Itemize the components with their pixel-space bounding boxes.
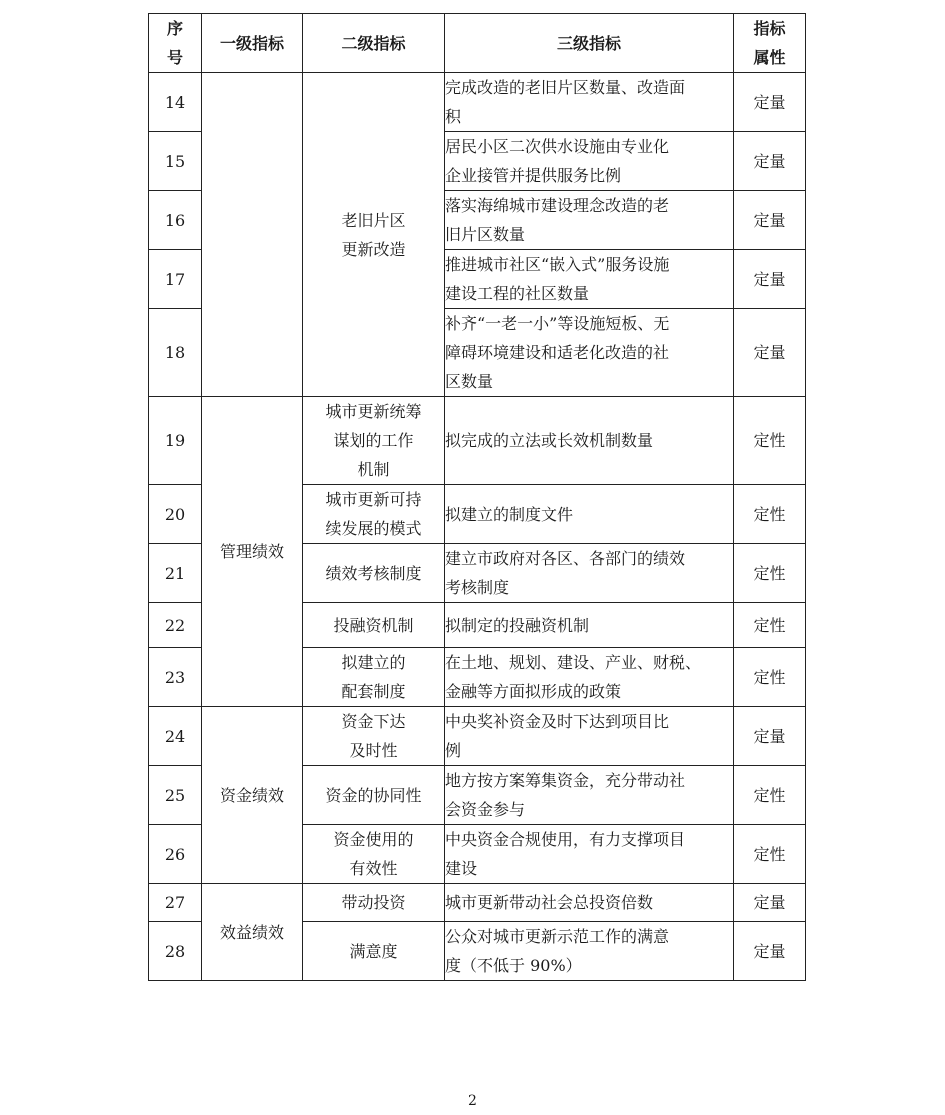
- table-row: [149, 73, 806, 132]
- level3-cell: 补齐“一老一小”等设施短板、无 障碍环境建设和适老化改造的社 区数量: [445, 309, 734, 397]
- level3-cell: 拟建立的制度文件: [445, 485, 734, 544]
- attr-cell: 定性: [734, 485, 806, 544]
- level3-cell: 拟完成的立法或长效机制数量: [445, 397, 734, 485]
- attr-cell: 定性: [734, 766, 806, 825]
- table-row: [149, 707, 806, 766]
- attr-cell: 定量: [734, 250, 806, 309]
- level3-cell: 中央奖补资金及时下达到项目比 例: [445, 707, 734, 766]
- header-level2: 二级指标: [303, 14, 445, 73]
- level3-cell: 公众对城市更新示范工作的满意 度（不低于 90%）: [445, 922, 734, 981]
- page-number: 2: [468, 1093, 477, 1109]
- seq-cell: 23: [149, 648, 202, 707]
- seq-cell: 27: [149, 884, 202, 922]
- level1-cell: 管理绩效: [202, 397, 303, 707]
- level1-cell: 资金绩效: [202, 707, 303, 884]
- level1-cell: 效益绩效: [202, 884, 303, 981]
- indicator-table: [148, 13, 806, 981]
- level1-cell-empty: [202, 73, 303, 397]
- seq-cell: 16: [149, 191, 202, 250]
- attr-cell: 定量: [734, 73, 806, 132]
- attr-cell: 定量: [734, 884, 806, 922]
- level2-cell: 带动投资: [303, 884, 445, 922]
- header-row: [149, 14, 806, 73]
- level2-cell: 满意度: [303, 922, 445, 981]
- seq-cell: 14: [149, 73, 202, 132]
- level3-cell: 拟制定的投融资机制: [445, 603, 734, 648]
- header-level3: 三级指标: [445, 14, 734, 73]
- seq-cell: 24: [149, 707, 202, 766]
- attr-cell: 定量: [734, 309, 806, 397]
- attr-cell: 定性: [734, 825, 806, 884]
- level2-cell: 绩效考核制度: [303, 544, 445, 603]
- seq-cell: 25: [149, 766, 202, 825]
- seq-cell: 28: [149, 922, 202, 981]
- level2-cell: 老旧片区 更新改造: [303, 73, 445, 397]
- level2-cell: 资金下达 及时性: [303, 707, 445, 766]
- seq-cell: 21: [149, 544, 202, 603]
- header-level1: 一级指标: [202, 14, 303, 73]
- level3-cell: 在土地、规划、建设、产业、财税、 金融等方面拟形成的政策: [445, 648, 734, 707]
- level2-cell: 城市更新统筹 谋划的工作 机制: [303, 397, 445, 485]
- table-row: [149, 884, 806, 922]
- seq-cell: 15: [149, 132, 202, 191]
- level2-cell: 资金的协同性: [303, 766, 445, 825]
- level3-cell: 落实海绵城市建设理念改造的老 旧片区数量: [445, 191, 734, 250]
- seq-cell: 18: [149, 309, 202, 397]
- seq-cell: 26: [149, 825, 202, 884]
- attr-cell: 定量: [734, 922, 806, 981]
- header-seq: 序 号: [149, 14, 202, 73]
- table-row: [149, 397, 806, 485]
- level3-cell: 城市更新带动社会总投资倍数: [445, 884, 734, 922]
- level3-cell: 建立市政府对各区、各部门的绩效 考核制度: [445, 544, 734, 603]
- seq-cell: 20: [149, 485, 202, 544]
- seq-cell: 22: [149, 603, 202, 648]
- level3-cell: 完成改造的老旧片区数量、改造面 积: [445, 73, 734, 132]
- attr-cell: 定性: [734, 397, 806, 485]
- level2-cell: 拟建立的 配套制度: [303, 648, 445, 707]
- level3-cell: 中央资金合规使用，有力支撑项目 建设: [445, 825, 734, 884]
- level3-cell: 居民小区二次供水设施由专业化 企业接管并提供服务比例: [445, 132, 734, 191]
- header-attr: 指标 属性: [734, 14, 806, 73]
- level3-cell: 推进城市社区“嵌入式”服务设施 建设工程的社区数量: [445, 250, 734, 309]
- seq-cell: 17: [149, 250, 202, 309]
- seq-cell: 19: [149, 397, 202, 485]
- attr-cell: 定性: [734, 603, 806, 648]
- attr-cell: 定量: [734, 191, 806, 250]
- level2-cell: 城市更新可持 续发展的模式: [303, 485, 445, 544]
- level3-cell: 地方按方案筹集资金，充分带动社 会资金参与: [445, 766, 734, 825]
- attr-cell: 定量: [734, 707, 806, 766]
- level2-cell: 资金使用的 有效性: [303, 825, 445, 884]
- attr-cell: 定量: [734, 132, 806, 191]
- level2-cell: 投融资机制: [303, 603, 445, 648]
- attr-cell: 定性: [734, 648, 806, 707]
- attr-cell: 定性: [734, 544, 806, 603]
